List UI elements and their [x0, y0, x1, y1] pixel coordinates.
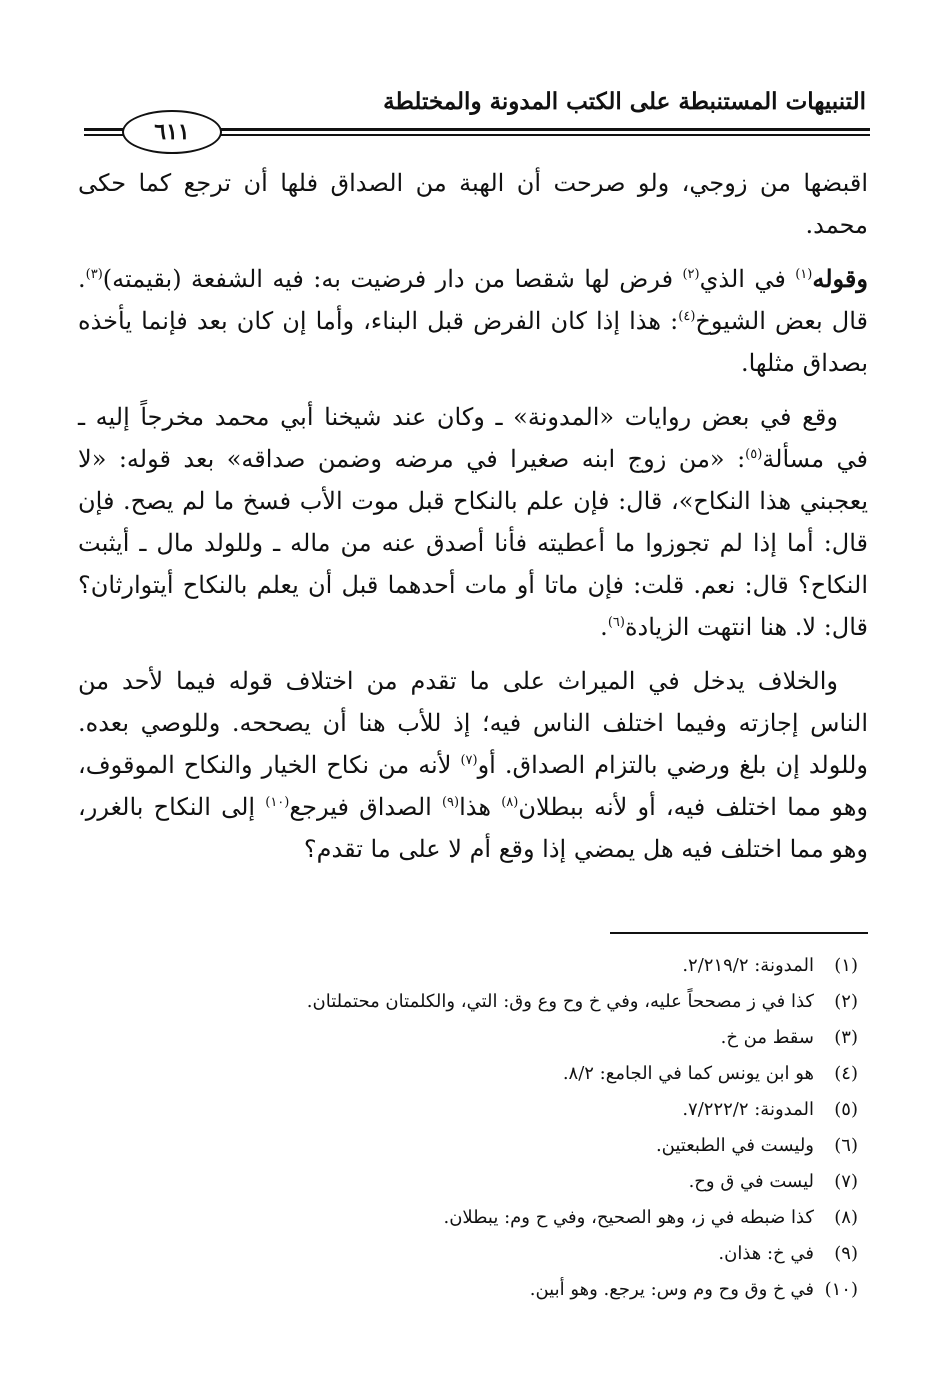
footnote-ref-3[interactable]: (٣) — [85, 267, 103, 282]
footnote-text: سقط من خ. — [720, 1027, 814, 1048]
footnote-6 — [78, 1128, 858, 1164]
footnote-number: (٦) — [834, 1135, 858, 1156]
footnote-ref-10[interactable]: (١٠) — [265, 795, 290, 810]
paragraph-2-text-4: : هذا إذا كان الفرض قبل البناء، وأما إن كان بعد فإنما يأخذه بصداق مثلها. — [78, 307, 868, 377]
page-header — [70, 70, 870, 146]
footnote-text: كذا ضبطه في ز، وهو الصحيح، وفي ح وم: يبطلان. — [443, 1207, 814, 1228]
paragraph-2 — [78, 258, 868, 384]
footnote-2 — [78, 984, 858, 1020]
footnote-1 — [78, 948, 858, 984]
footnote-number: (٤) — [834, 1063, 858, 1084]
footnote-7 — [78, 1164, 858, 1200]
paragraph-3-text-3: . — [600, 613, 608, 641]
footnote-text: كذا في ز مصححاً عليه، وفي خ وح وع وق: التي، والكلمتان محتملتان. — [306, 991, 814, 1012]
footnote-number: (٢) — [834, 991, 858, 1012]
page-number-oval — [122, 110, 222, 154]
paragraph-3 — [78, 396, 868, 648]
footnote-9 — [78, 1236, 858, 1272]
paragraph-2-text-3: . قال بعض الشيوخ — [78, 265, 868, 335]
footnote-separator — [610, 932, 868, 934]
footnote-ref-4[interactable]: (٤) — [678, 309, 696, 324]
page-number: ٦١١ — [154, 119, 190, 145]
paragraph-2-text-1: في الذي — [699, 265, 796, 293]
footnote-ref-7[interactable]: (٧) — [460, 753, 478, 768]
footnote-text: وليست في الطبعتين. — [655, 1135, 814, 1156]
lead-word: وقوله — [812, 264, 868, 293]
footnote-5 — [78, 1092, 858, 1128]
footnote-ref-9[interactable]: (٩) — [441, 795, 460, 810]
footnote-number: (٥) — [834, 1099, 858, 1120]
book-page — [70, 70, 870, 1310]
footnote-number: (٩) — [834, 1243, 858, 1264]
footnote-number: (١) — [834, 955, 858, 976]
paragraph-4-text-5: إلى النكاح بالغرر، وهو مما اختلف فيه هل يمضي إذا وقع أم لا على ما تقدم؟ — [78, 793, 868, 863]
footnote-ref-8[interactable]: (٨) — [501, 795, 519, 810]
footnote-10 — [78, 1272, 858, 1308]
paragraph-3-text-2: : «من زوج ابنه صغيرا في مرضه وضمن صداقه» بعد قوله: «لا يعجبني هذا النكاح»، قال: فإن علم بالنكاح قبل موت الأب فسخ ما لم يصح. فإن قال: أما إذا لم تجوزوا ما أعطيته فأنا أصدق عنه من ماله ـ وللولد مال ـ أيثبت النكاح؟ قال: نعم. قلت: فإن ماتا أو مات أحدهما قبل أن يعلم بالنكاح أيتوارثان؟ قال: لا. هنا انتهت الزيادة — [78, 445, 868, 641]
footnote-text: ليست في ق وح. — [688, 1171, 814, 1192]
main-text — [78, 162, 868, 882]
footnote-ref-1[interactable]: (١) — [795, 267, 813, 282]
paragraph-3-text-1: وقع في بعض روايات «المدونة» ـ وكان عند شيخنا أبي محمد مخرجاً إليه ـ في مسألة — [78, 403, 868, 473]
running-title: التنبيهات المستنبطة على الكتب المدونة والمختلطة — [383, 88, 866, 115]
paragraph-4-text-3: هذا — [459, 793, 502, 821]
footnote-text: المدونة: ٧/٢٢٢/٢. — [682, 1099, 814, 1120]
footnote-number: (٣) — [834, 1027, 858, 1048]
footnote-text: هو ابن يونس كما في الجامع: ٨/٢. — [562, 1063, 814, 1084]
footnote-number: (٧) — [834, 1171, 858, 1192]
paragraph-1: اقبضها من زوجي، ولو صرحت أن الهبة من الصداق فلها أن ترجع كما حكى محمد. — [78, 169, 868, 239]
footnote-3 — [78, 1020, 858, 1056]
footnote-number: (٨) — [834, 1207, 858, 1228]
footnotes-list — [78, 948, 858, 1308]
footnote-4 — [78, 1056, 858, 1092]
paragraph-4-text-4: الصداق فيرجع — [289, 793, 442, 821]
paragraph-4-text-2: لأنه من نكاح الخيار والنكاح الموقوف، وهو مما اختلف فيه، أو لأنه ببطلان — [78, 751, 868, 821]
footnote-8 — [78, 1200, 858, 1236]
paragraph-2-text-2: فرض لها شقصا من دار فرضيت به: فيه الشفعة (بقيمته) — [102, 265, 683, 293]
footnote-ref-5[interactable]: (٥) — [745, 447, 763, 462]
footnote-text: في خ: هذان. — [718, 1243, 814, 1264]
paragraph-4-text-1: والخلاف يدخل في الميراث على ما تقدم من اختلاف قوله فيما لأحد من الناس إجازته وفيما اختلف الناس فيه؛ إذ للأب هنا أن يصححه. وللوصي بعده. وللولد إن بلغ ورضي بالتزام الصداق. أو — [78, 667, 868, 779]
footnote-text: في خ وق وح وم وس: يرجع. وهو أبين. — [529, 1279, 814, 1300]
footnote-text: المدونة: ٢/٢١٩/٢. — [682, 955, 814, 976]
paragraph-4 — [78, 660, 868, 870]
footnote-ref-2[interactable]: (٢) — [682, 267, 700, 282]
footnote-ref-6[interactable]: (٦) — [607, 615, 625, 630]
footnote-number: (١٠) — [824, 1279, 858, 1300]
